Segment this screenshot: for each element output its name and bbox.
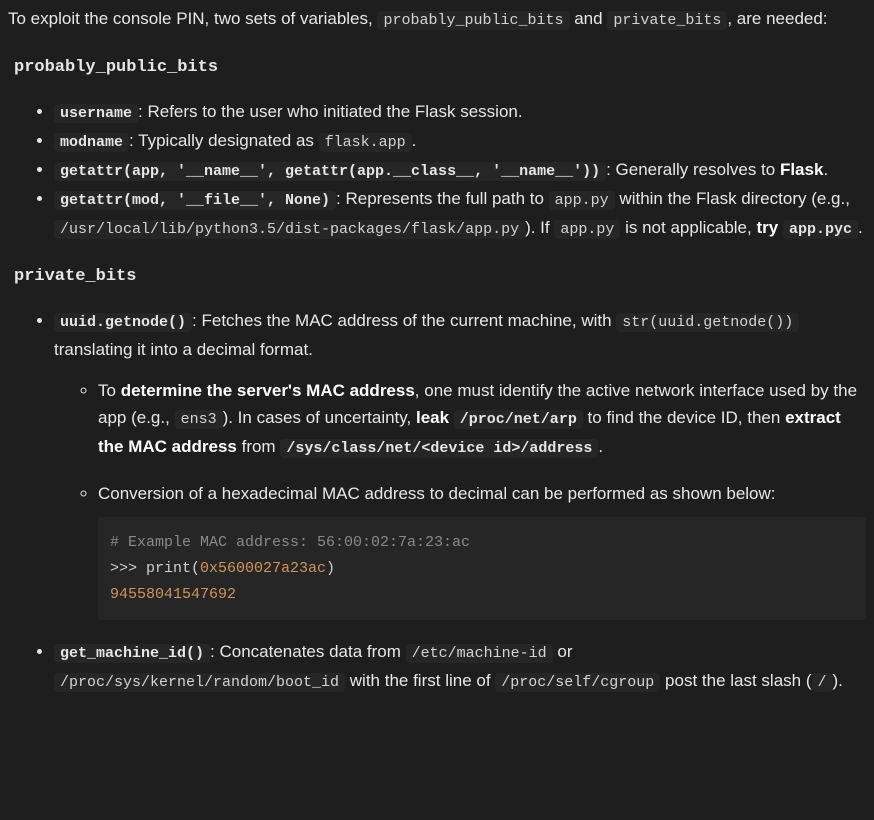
item-text: with the first line of xyxy=(345,671,496,690)
item-text: ). In cases of uncertainty, xyxy=(222,408,416,427)
inline-code: getattr(app, '__name__', getattr(app.__class__, '__name__')) xyxy=(54,162,606,181)
inline-code: /etc/machine-id xyxy=(406,644,553,663)
code-block xyxy=(98,517,866,620)
item-text: , one must identify the active network interface used by the app (e.g., xyxy=(98,381,858,427)
inline-code: uuid.getnode() xyxy=(54,313,192,332)
item-text: : Generally resolves to xyxy=(606,160,780,179)
private-bits-list xyxy=(8,307,866,696)
item-text: . xyxy=(411,131,417,150)
bold-text: try xyxy=(756,218,779,237)
inline-code: /proc/sys/kernel/random/boot_id xyxy=(54,673,345,692)
item-text: : Typically designated as xyxy=(129,131,319,150)
list-item xyxy=(54,185,866,243)
bold-text: leak xyxy=(415,408,450,427)
code-output: 94558041547692 xyxy=(110,586,237,603)
item-text: : Fetches the MAC address of the current machine, with xyxy=(192,311,617,330)
item-text: : Concatenates data from xyxy=(210,642,406,661)
item-text: ). xyxy=(832,671,843,690)
list-item xyxy=(54,638,866,696)
inline-code: getattr(mod, '__file__', None) xyxy=(54,191,336,210)
inline-code: app.py xyxy=(554,220,620,239)
item-text: . xyxy=(598,437,604,456)
list-item xyxy=(54,307,866,620)
item-text: from xyxy=(236,437,281,456)
inline-code: app.pyc xyxy=(783,220,858,239)
inline-code: /usr/local/lib/python3.5/dist-packages/flask/app.py xyxy=(54,220,525,239)
section-heading-public-bits: probably_public_bits xyxy=(14,58,219,77)
inline-code: ens3 xyxy=(175,410,223,429)
intro-paragraph xyxy=(8,5,866,34)
item-text: : Represents the full path to xyxy=(336,189,549,208)
intro-text: and xyxy=(569,9,608,28)
item-text: . xyxy=(823,160,829,179)
list-item xyxy=(54,127,866,156)
inline-code: /proc/net/arp xyxy=(454,410,583,429)
bold-text: extract the MAC address xyxy=(98,408,841,456)
code-paren: ) xyxy=(326,560,336,577)
intro-text: To exploit the console PIN, two sets of variables, xyxy=(8,9,378,28)
inline-code: flask.app xyxy=(319,133,412,152)
item-text: post the last slash ( xyxy=(660,671,812,690)
bold-text: Flask xyxy=(779,160,824,179)
inline-code: username xyxy=(54,104,138,123)
item-text: is not applicable, xyxy=(620,218,757,237)
inline-code: probably_public_bits xyxy=(377,11,569,30)
item-text: within the Flask directory (e.g., xyxy=(614,189,850,208)
item-text: Conversion of a hexadecimal MAC address to decimal can be performed as shown below: xyxy=(98,484,776,503)
item-text: . xyxy=(857,218,863,237)
inline-code: get_machine_id() xyxy=(54,644,210,663)
inline-code: / xyxy=(812,673,833,692)
item-text: translating it into a decimal format. xyxy=(54,340,313,359)
code-prompt: >>> print( xyxy=(110,560,201,577)
item-text: : Refers to the user who initiated the Flask session. xyxy=(138,102,523,121)
inline-code: app.py xyxy=(549,191,615,210)
list-item xyxy=(54,98,866,127)
item-text: To xyxy=(98,381,121,400)
intro-text: , are needed: xyxy=(727,9,828,28)
item-text: to find the device ID, then xyxy=(582,408,786,427)
inline-code: str(uuid.getnode()) xyxy=(616,313,799,332)
code-number: 0x5600027a23ac xyxy=(200,560,327,577)
list-item xyxy=(54,156,866,185)
section-heading-private-bits: private_bits xyxy=(14,267,137,286)
list-item xyxy=(98,480,866,620)
bold-text: determine the server's MAC address xyxy=(120,381,415,400)
item-text: ). If xyxy=(525,218,555,237)
list-item xyxy=(98,377,866,462)
code-comment: # Example MAC address: 56:00:02:7a:23:ac xyxy=(110,534,471,551)
inline-code: modname xyxy=(54,133,129,152)
getnode-sub-list xyxy=(54,377,866,620)
inline-code: private_bits xyxy=(607,11,727,30)
public-bits-list xyxy=(8,98,866,243)
inline-code: /sys/class/net/<device id>/address xyxy=(280,439,598,458)
item-text: or xyxy=(552,642,573,661)
inline-code: /proc/self/cgroup xyxy=(495,673,660,692)
